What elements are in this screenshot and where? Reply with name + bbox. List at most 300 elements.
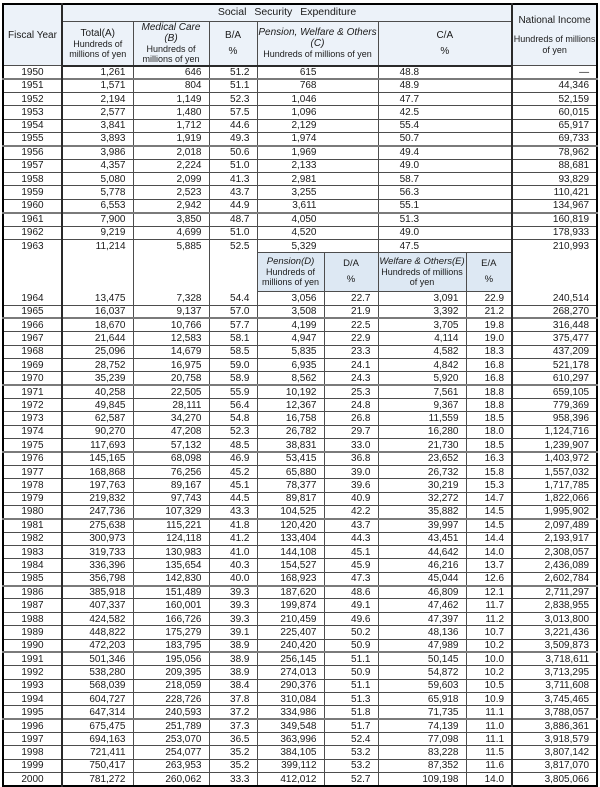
table-row bbox=[3, 412, 597, 425]
welfare-cell: 54,872 bbox=[378, 666, 466, 679]
total-cell: 49,845 bbox=[62, 399, 133, 412]
ea-cell: 14.0 bbox=[466, 546, 512, 559]
social-security-expenditure-table bbox=[2, 3, 598, 787]
fiscal-year-cell: 1987 bbox=[3, 599, 62, 612]
fiscal-year-cell: 1964 bbox=[3, 292, 62, 305]
national-income-cell: 240,514 bbox=[512, 292, 597, 305]
pension-welfare-cell: 3,255 bbox=[257, 186, 378, 199]
ea-cell: 16.8 bbox=[466, 359, 512, 372]
ba-cell: 40.0 bbox=[209, 572, 257, 585]
fiscal-year-cell: 1978 bbox=[3, 479, 62, 492]
ea-cell: 11.7 bbox=[466, 599, 512, 612]
total-cell: 3,986 bbox=[62, 146, 133, 159]
medical-cell: 89,167 bbox=[133, 479, 209, 492]
da-cell: 24.1 bbox=[324, 359, 378, 372]
table-row bbox=[3, 546, 597, 559]
total-cell: 424,582 bbox=[62, 612, 133, 625]
ea-cell: 13.7 bbox=[466, 559, 512, 572]
table-row bbox=[3, 292, 597, 305]
total-cell: 168,868 bbox=[62, 465, 133, 478]
pension-cell: 120,420 bbox=[257, 519, 324, 532]
national-income-cell: 1,557,032 bbox=[512, 465, 597, 478]
total-cell: 247,736 bbox=[62, 505, 133, 518]
da-cell: 45.1 bbox=[324, 546, 378, 559]
total-cell: 448,822 bbox=[62, 626, 133, 639]
table-row bbox=[3, 173, 597, 186]
ba-cell: 36.5 bbox=[209, 733, 257, 746]
ea-cell: 16.3 bbox=[466, 452, 512, 465]
fiscal-year-cell: 1950 bbox=[3, 66, 62, 79]
medical-cell: 135,654 bbox=[133, 559, 209, 572]
welfare-cell: 77,098 bbox=[378, 733, 466, 746]
pension-welfare-cell: 615 bbox=[257, 66, 378, 79]
da-cell: 39.6 bbox=[324, 479, 378, 492]
medical-cell: 14,679 bbox=[133, 345, 209, 358]
ba-cell: 37.3 bbox=[209, 719, 257, 732]
ca-cell: 48.9 bbox=[378, 79, 512, 92]
table-row bbox=[3, 505, 597, 518]
fiscal-year-cell: 1990 bbox=[3, 639, 62, 652]
ea-cell: 19.8 bbox=[466, 318, 512, 331]
fiscal-year-cell: 1984 bbox=[3, 559, 62, 572]
ca-cell: 56.3 bbox=[378, 186, 512, 199]
table-row bbox=[3, 106, 597, 119]
ba-cell: 41.3 bbox=[209, 173, 257, 186]
fiscal-year-cell: 1972 bbox=[3, 399, 62, 412]
welfare-cell: 74,139 bbox=[378, 719, 466, 732]
welfare-cell: 3,392 bbox=[378, 305, 466, 318]
fiscal-year-header: Fiscal Year bbox=[3, 4, 62, 66]
national-income-cell: 3,886,361 bbox=[512, 719, 597, 732]
medical-cell: 130,983 bbox=[133, 546, 209, 559]
welfare-cell: 32,272 bbox=[378, 492, 466, 505]
medical-cell: 195,056 bbox=[133, 652, 209, 665]
pension-cell: 133,404 bbox=[257, 532, 324, 545]
ba-cell: 41.2 bbox=[209, 532, 257, 545]
medical-cell: 218,059 bbox=[133, 679, 209, 692]
table-row bbox=[3, 773, 597, 786]
pension-cell: 38,831 bbox=[257, 439, 324, 452]
fiscal-year-cell: 1989 bbox=[3, 626, 62, 639]
pension-cell: 12,367 bbox=[257, 399, 324, 412]
pension-cell: 4,199 bbox=[257, 318, 324, 331]
ba-cell: 52.5 bbox=[209, 239, 257, 252]
ba-cell: 37.2 bbox=[209, 706, 257, 719]
fiscal-year-cell: 1969 bbox=[3, 359, 62, 372]
pension-cell: 5,835 bbox=[257, 345, 324, 358]
fiscal-year-cell: 1995 bbox=[3, 706, 62, 719]
table-row bbox=[3, 639, 597, 652]
pension-cell: 384,105 bbox=[257, 746, 324, 759]
national-income-cell: 610,297 bbox=[512, 372, 597, 385]
pension-cell: 225,407 bbox=[257, 626, 324, 639]
fiscal-year-cell: 1973 bbox=[3, 412, 62, 425]
medical-cell: 804 bbox=[133, 79, 209, 92]
filler-cell bbox=[512, 253, 597, 292]
pension-cell: 16,758 bbox=[257, 412, 324, 425]
national-income-cell: 3,711,608 bbox=[512, 679, 597, 692]
ea-cell: 11.1 bbox=[466, 706, 512, 719]
welfare-cell: 44,642 bbox=[378, 546, 466, 559]
ba-cell: 48.5 bbox=[209, 439, 257, 452]
table-row bbox=[3, 465, 597, 478]
da-cell: 21.9 bbox=[324, 305, 378, 318]
total-cell: 694,163 bbox=[62, 733, 133, 746]
national-income-header bbox=[512, 4, 597, 66]
ea-cell: 18.0 bbox=[466, 425, 512, 438]
ca-cell: 48.8 bbox=[378, 66, 512, 79]
national-income-cell: 2,308,057 bbox=[512, 546, 597, 559]
national-income-cell: 3,013,800 bbox=[512, 612, 597, 625]
medical-cell: 2,523 bbox=[133, 186, 209, 199]
statistical-table-page bbox=[2, 3, 598, 787]
rows-1950-1963 bbox=[3, 66, 597, 253]
national-income-cell: 3,713,295 bbox=[512, 666, 597, 679]
total-cell: 35,239 bbox=[62, 372, 133, 385]
welfare-cell: 83,228 bbox=[378, 746, 466, 759]
table-row bbox=[3, 586, 597, 599]
national-income-cell: 3,788,057 bbox=[512, 706, 597, 719]
total-cell: 300,973 bbox=[62, 532, 133, 545]
national-income-cell: 69,733 bbox=[512, 132, 597, 145]
pension-welfare-cell: 1,969 bbox=[257, 146, 378, 159]
ba-cell: 51.0 bbox=[209, 226, 257, 239]
ba-cell: 56.4 bbox=[209, 399, 257, 412]
welfare-cell: 3,091 bbox=[378, 292, 466, 305]
national-income-cell: 316,448 bbox=[512, 318, 597, 331]
da-ratio-header: D/A % bbox=[324, 253, 378, 292]
ca-cell: 47.5 bbox=[378, 239, 512, 252]
ea-cell: 14.5 bbox=[466, 519, 512, 532]
ba-cell: 41.0 bbox=[209, 546, 257, 559]
ea-cell: 11.5 bbox=[466, 746, 512, 759]
fiscal-year-cell: 1983 bbox=[3, 546, 62, 559]
pension-cell: 26,782 bbox=[257, 425, 324, 438]
table-row bbox=[3, 305, 597, 318]
table-row bbox=[3, 733, 597, 746]
medical-cell: 2,018 bbox=[133, 146, 209, 159]
fiscal-year-cell: 1954 bbox=[3, 119, 62, 132]
total-cell: 5,080 bbox=[62, 173, 133, 186]
fiscal-year-cell: 1996 bbox=[3, 719, 62, 732]
medical-cell: 166,726 bbox=[133, 612, 209, 625]
medical-cell: 7,328 bbox=[133, 292, 209, 305]
ea-ratio-header: E/A % bbox=[466, 253, 512, 292]
ba-cell: 58.9 bbox=[209, 372, 257, 385]
fiscal-year-cell: 1957 bbox=[3, 159, 62, 172]
total-cell: 647,314 bbox=[62, 706, 133, 719]
medical-cell: 115,221 bbox=[133, 519, 209, 532]
ba-cell: 51.0 bbox=[209, 159, 257, 172]
da-cell: 49.1 bbox=[324, 599, 378, 612]
welfare-cell: 9,367 bbox=[378, 399, 466, 412]
table-row bbox=[3, 239, 597, 252]
filler-cell bbox=[3, 253, 62, 292]
ea-cell: 14.0 bbox=[466, 773, 512, 786]
medical-cell: 47,208 bbox=[133, 425, 209, 438]
total-cell: 385,918 bbox=[62, 586, 133, 599]
total-cell: 501,346 bbox=[62, 652, 133, 665]
welfare-cell: 16,280 bbox=[378, 425, 466, 438]
total-cell: 407,337 bbox=[62, 599, 133, 612]
national-income-cell: 110,421 bbox=[512, 186, 597, 199]
table-row bbox=[3, 186, 597, 199]
national-income-cell: — bbox=[512, 66, 597, 79]
fiscal-year-cell: 1999 bbox=[3, 759, 62, 772]
national-income-cell: 3,718,611 bbox=[512, 652, 597, 665]
ba-cell: 43.7 bbox=[209, 186, 257, 199]
medical-cell: 97,743 bbox=[133, 492, 209, 505]
national-income-unit: Hundreds of millions of yen bbox=[513, 34, 596, 55]
ba-cell: 54.8 bbox=[209, 412, 257, 425]
ea-cell: 18.8 bbox=[466, 385, 512, 398]
medical-cell: 209,395 bbox=[133, 666, 209, 679]
national-income-cell: 60,015 bbox=[512, 106, 597, 119]
ca-cell: 58.7 bbox=[378, 173, 512, 186]
ba-cell: 44.6 bbox=[209, 119, 257, 132]
ba-cell: 33.3 bbox=[209, 773, 257, 786]
national-income-cell: 65,917 bbox=[512, 119, 597, 132]
table-row bbox=[3, 385, 597, 398]
welfare-cell: 87,352 bbox=[378, 759, 466, 772]
fiscal-year-cell: 1991 bbox=[3, 652, 62, 665]
medical-cell: 57,132 bbox=[133, 439, 209, 452]
ba-cell: 58.1 bbox=[209, 332, 257, 345]
national-income-cell: 134,967 bbox=[512, 199, 597, 212]
table-row bbox=[3, 79, 597, 92]
da-cell: 24.8 bbox=[324, 399, 378, 412]
welfare-e-header: Welfare & Others(E) Hundreds of millions of yen bbox=[378, 253, 466, 292]
fiscal-year-cell: 1993 bbox=[3, 679, 62, 692]
pension-welfare-cell: 1,046 bbox=[257, 92, 378, 105]
table-row bbox=[3, 439, 597, 452]
national-income-cell: 3,807,142 bbox=[512, 746, 597, 759]
welfare-cell: 23,652 bbox=[378, 452, 466, 465]
da-cell: 42.2 bbox=[324, 505, 378, 518]
ba-cell: 46.9 bbox=[209, 452, 257, 465]
medical-cell: 240,593 bbox=[133, 706, 209, 719]
ba-cell: 35.2 bbox=[209, 759, 257, 772]
fiscal-year-cell: 1958 bbox=[3, 173, 62, 186]
ca-cell: 49.4 bbox=[378, 146, 512, 159]
ba-cell: 41.8 bbox=[209, 519, 257, 532]
total-cell: 675,475 bbox=[62, 719, 133, 732]
ea-cell: 12.6 bbox=[466, 572, 512, 585]
national-income-cell: 160,819 bbox=[512, 213, 597, 226]
table-title: Social Security Expenditure bbox=[62, 4, 512, 22]
ea-cell: 18.5 bbox=[466, 439, 512, 452]
table-row bbox=[3, 92, 597, 105]
total-cell: 5,778 bbox=[62, 186, 133, 199]
table-row bbox=[3, 559, 597, 572]
total-cell: 21,644 bbox=[62, 332, 133, 345]
ea-cell: 22.9 bbox=[466, 292, 512, 305]
pension-cell: 78,377 bbox=[257, 479, 324, 492]
national-income-cell: 1,717,785 bbox=[512, 479, 597, 492]
fiscal-year-cell: 1971 bbox=[3, 385, 62, 398]
national-income-cell: 2,602,784 bbox=[512, 572, 597, 585]
total-cell: 4,357 bbox=[62, 159, 133, 172]
fiscal-year-cell: 1962 bbox=[3, 226, 62, 239]
ba-cell: 37.8 bbox=[209, 693, 257, 706]
ba-cell: 49.3 bbox=[209, 132, 257, 145]
pension-cell: 399,112 bbox=[257, 759, 324, 772]
medical-cell: 1,149 bbox=[133, 92, 209, 105]
national-income-cell: 521,178 bbox=[512, 359, 597, 372]
rows-1964-2000 bbox=[3, 292, 597, 786]
medical-cell: 263,953 bbox=[133, 759, 209, 772]
welfare-cell: 50,145 bbox=[378, 652, 466, 665]
da-cell: 53.2 bbox=[324, 746, 378, 759]
ea-cell: 10.7 bbox=[466, 626, 512, 639]
table-row bbox=[3, 132, 597, 145]
medical-cell: 1,480 bbox=[133, 106, 209, 119]
medical-cell: 76,256 bbox=[133, 465, 209, 478]
ca-cell: 50.7 bbox=[378, 132, 512, 145]
total-cell: 275,638 bbox=[62, 519, 133, 532]
da-cell: 26.8 bbox=[324, 412, 378, 425]
table-row bbox=[3, 425, 597, 438]
fiscal-year-cell: 1959 bbox=[3, 186, 62, 199]
da-cell: 39.0 bbox=[324, 465, 378, 478]
national-income-cell: 3,918,579 bbox=[512, 733, 597, 746]
total-cell: 2,194 bbox=[62, 92, 133, 105]
ba-cell: 39.1 bbox=[209, 626, 257, 639]
pension-cell: 4,947 bbox=[257, 332, 324, 345]
medical-cell: 5,885 bbox=[133, 239, 209, 252]
ea-cell: 10.2 bbox=[466, 666, 512, 679]
da-cell: 51.1 bbox=[324, 652, 378, 665]
welfare-cell: 46,809 bbox=[378, 586, 466, 599]
medical-cell: 228,726 bbox=[133, 693, 209, 706]
welfare-cell: 4,842 bbox=[378, 359, 466, 372]
fiscal-year-cell: 1982 bbox=[3, 532, 62, 545]
national-income-cell: 3,221,436 bbox=[512, 626, 597, 639]
pension-welfare-cell: 768 bbox=[257, 79, 378, 92]
medical-cell: 2,224 bbox=[133, 159, 209, 172]
pension-cell: 144,108 bbox=[257, 546, 324, 559]
welfare-cell: 45,044 bbox=[378, 572, 466, 585]
table-row bbox=[3, 159, 597, 172]
table-row bbox=[3, 492, 597, 505]
ba-cell: 43.3 bbox=[209, 505, 257, 518]
da-cell: 22.7 bbox=[324, 292, 378, 305]
table-row bbox=[3, 666, 597, 679]
total-cell: 568,039 bbox=[62, 679, 133, 692]
pension-cell: 89,817 bbox=[257, 492, 324, 505]
ba-cell: 45.1 bbox=[209, 479, 257, 492]
ba-ratio-header: B/A % bbox=[209, 22, 257, 66]
table-row bbox=[3, 332, 597, 345]
medical-cell: 646 bbox=[133, 66, 209, 79]
fiscal-year-cell: 1981 bbox=[3, 519, 62, 532]
pension-welfare-cell: 2,129 bbox=[257, 119, 378, 132]
national-income-cell: 178,933 bbox=[512, 226, 597, 239]
medical-cell: 1,919 bbox=[133, 132, 209, 145]
ca-cell: 49.0 bbox=[378, 226, 512, 239]
ba-cell: 57.5 bbox=[209, 106, 257, 119]
ba-cell: 38.9 bbox=[209, 639, 257, 652]
welfare-cell: 71,735 bbox=[378, 706, 466, 719]
ba-cell: 51.2 bbox=[209, 66, 257, 79]
filler-cell bbox=[133, 253, 209, 292]
total-cell: 750,417 bbox=[62, 759, 133, 772]
national-income-cell: 3,509,873 bbox=[512, 639, 597, 652]
fiscal-year-cell: 1975 bbox=[3, 439, 62, 452]
total-cell: 3,841 bbox=[62, 119, 133, 132]
fiscal-year-cell: 1963 bbox=[3, 239, 62, 252]
fiscal-year-cell: 1992 bbox=[3, 666, 62, 679]
fiscal-year-cell: 2000 bbox=[3, 773, 62, 786]
national-income-cell: 958,396 bbox=[512, 412, 597, 425]
fiscal-year-cell: 1951 bbox=[3, 79, 62, 92]
ba-cell: 39.3 bbox=[209, 612, 257, 625]
ca-ratio-header: C/A % bbox=[378, 22, 512, 66]
pension-cell: 256,145 bbox=[257, 652, 324, 665]
table-row bbox=[3, 532, 597, 545]
total-a-header: Total(A) Hundreds of millions of yen bbox=[62, 22, 133, 66]
total-cell: 3,893 bbox=[62, 132, 133, 145]
pension-cell: 187,620 bbox=[257, 586, 324, 599]
pension-cell: 310,084 bbox=[257, 693, 324, 706]
total-cell: 28,752 bbox=[62, 359, 133, 372]
da-cell: 51.1 bbox=[324, 679, 378, 692]
total-cell: 1,571 bbox=[62, 79, 133, 92]
total-cell: 319,733 bbox=[62, 546, 133, 559]
table-row bbox=[3, 372, 597, 385]
national-income-cell: 1,124,716 bbox=[512, 425, 597, 438]
ca-cell: 47.7 bbox=[378, 92, 512, 105]
da-cell: 47.3 bbox=[324, 572, 378, 585]
medical-cell: 16,975 bbox=[133, 359, 209, 372]
pension-cell: 154,527 bbox=[257, 559, 324, 572]
fiscal-year-cell: 1967 bbox=[3, 332, 62, 345]
table-row bbox=[3, 652, 597, 665]
da-cell: 53.2 bbox=[324, 759, 378, 772]
ba-cell: 48.7 bbox=[209, 213, 257, 226]
medical-cell: 107,329 bbox=[133, 505, 209, 518]
table-row bbox=[3, 746, 597, 759]
fiscal-year-cell: 1952 bbox=[3, 92, 62, 105]
welfare-cell: 4,114 bbox=[378, 332, 466, 345]
welfare-cell: 4,582 bbox=[378, 345, 466, 358]
pension-welfare-cell: 4,050 bbox=[257, 213, 378, 226]
pension-cell: 104,525 bbox=[257, 505, 324, 518]
pension-welfare-cell: 3,611 bbox=[257, 199, 378, 212]
table-row bbox=[3, 226, 597, 239]
table-row bbox=[3, 452, 597, 465]
da-cell: 33.0 bbox=[324, 439, 378, 452]
pension-cell: 334,986 bbox=[257, 706, 324, 719]
welfare-cell: 59,603 bbox=[378, 679, 466, 692]
welfare-cell: 48,136 bbox=[378, 626, 466, 639]
total-cell: 472,203 bbox=[62, 639, 133, 652]
national-income-cell: 210,993 bbox=[512, 239, 597, 252]
pension-welfare-cell: 4,520 bbox=[257, 226, 378, 239]
pension-cell: 53,415 bbox=[257, 452, 324, 465]
medical-cell: 68,098 bbox=[133, 452, 209, 465]
total-cell: 336,396 bbox=[62, 559, 133, 572]
mid-subheader bbox=[3, 253, 597, 292]
medical-cell: 1,712 bbox=[133, 119, 209, 132]
ba-cell: 38.4 bbox=[209, 679, 257, 692]
national-income-cell: 268,270 bbox=[512, 305, 597, 318]
medical-cell: 10,766 bbox=[133, 318, 209, 331]
welfare-cell: 7,561 bbox=[378, 385, 466, 398]
total-cell: 7,900 bbox=[62, 213, 133, 226]
total-cell: 538,280 bbox=[62, 666, 133, 679]
national-income-cell: 2,193,917 bbox=[512, 532, 597, 545]
